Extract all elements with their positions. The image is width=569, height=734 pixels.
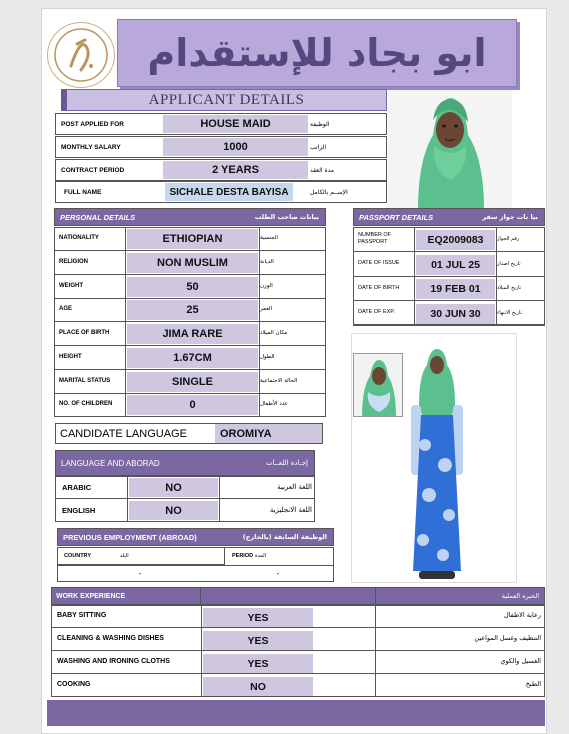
personal-value: 25 — [127, 300, 258, 320]
divider — [219, 476, 220, 499]
experience-label-ar: الغسيل والكوي — [500, 657, 541, 665]
footer-bar — [47, 700, 545, 726]
personal-details-title-ar: بيانات صاحب الطلب — [254, 213, 319, 221]
experience-value: NO — [203, 677, 313, 696]
divider — [125, 298, 126, 322]
personal-label-ar: الديانة — [260, 258, 274, 265]
experience-label: CLEANING & WASHING DISHES — [57, 634, 164, 642]
logo-emblem-icon — [51, 26, 111, 84]
section-title-bar — [61, 89, 387, 111]
passport-label: DATE OF BIRTH — [358, 284, 400, 291]
full-body-photo — [405, 345, 469, 581]
agency-banner — [117, 19, 517, 87]
divider — [127, 476, 128, 499]
personal-label-ar: الحالة الاجتماعية — [260, 377, 298, 384]
personal-label: RELIGION — [59, 258, 89, 265]
previous-employment-header — [57, 528, 334, 546]
divider — [125, 346, 126, 370]
personal-label: NO. OF CHILDREN — [59, 401, 113, 408]
divider — [125, 393, 126, 417]
divider — [127, 499, 128, 522]
contract-label-ar: مدة العقد — [310, 166, 334, 174]
languages-title-ar: إجـادة اللغــات — [265, 459, 308, 467]
fullname-label-ar: الإســم بالكامل — [310, 188, 348, 196]
fullname-value: SICHALE DESTA BAYISA — [165, 183, 293, 201]
country-label-ar: البلد — [120, 553, 129, 559]
passport-label-ar: تاريخ الميلاد — [497, 285, 522, 291]
personal-details-header — [54, 208, 326, 226]
personal-value: JIMA RARE — [127, 324, 258, 344]
contract-label: CONTRACT PERIOD — [61, 166, 125, 174]
experience-value: YES — [203, 654, 313, 673]
divider — [125, 370, 126, 394]
personal-details-title: PERSONAL DETAILS — [60, 212, 136, 222]
salary-label-ar: الراتب — [310, 143, 327, 151]
work-experience-title: WORK EXPERIENCE — [51, 587, 201, 605]
personal-label: WEIGHT — [59, 282, 83, 289]
personal-value: 1.67CM — [127, 348, 258, 368]
candidate-language-value: OROMIYA — [215, 424, 322, 443]
divider — [125, 251, 126, 275]
applicant-portrait-photo — [388, 90, 512, 210]
divider — [125, 275, 126, 299]
language-label-ar: اللغة العربية — [277, 483, 312, 491]
section-title: APPLICANT DETAILS — [148, 91, 305, 108]
divider — [414, 301, 415, 326]
passport-label: NUMBER OF PASSPORT — [358, 232, 391, 245]
personal-label: PLACE OF BIRTH — [59, 330, 110, 336]
language-value: NO — [129, 501, 218, 520]
personal-label: NATIONALITY — [59, 235, 99, 241]
personal-value: 0 — [127, 395, 258, 415]
personal-label: HEIGHT — [59, 353, 82, 360]
previous-employment-title-ar: الوظيفة السابقة (بالخارج) — [242, 533, 327, 541]
period-label: PERIOD — [232, 553, 254, 559]
passport-label-ar: رقم الجواز — [497, 236, 520, 242]
personal-label-ar: عدد الأطفال — [260, 401, 288, 408]
language-label-ar: اللغة الانجليزية — [269, 506, 312, 514]
personal-label-ar: الطول — [260, 353, 275, 360]
language-label: ENGLISH — [62, 505, 96, 515]
experience-label-ar: رعاية الاطفال — [503, 611, 541, 619]
work-experience-title-ar: الخبره العملية — [375, 587, 545, 605]
languages-header — [55, 450, 315, 476]
experience-value: YES — [203, 608, 313, 627]
passport-details-title: PASSPORT DETAILS — [359, 212, 434, 222]
passport-value: 30 JUN 30 — [416, 304, 495, 324]
period-value: - — [276, 569, 280, 578]
experience-label: WASHING AND IRONING CLOTHS — [57, 657, 170, 665]
passport-details-title-ar: بيا نات جواز سفر — [482, 213, 538, 221]
divider — [219, 499, 220, 522]
period-label-ar: المدة — [255, 553, 267, 559]
passport-value: EQ2009083 — [416, 230, 495, 250]
passport-label-ar: تاريخ اصدار — [497, 260, 521, 267]
country-label: COUNTRY — [64, 553, 91, 559]
contract-value: 2 YEARS — [163, 161, 308, 179]
divider — [125, 227, 126, 251]
personal-label-ar: الوزن — [260, 282, 273, 289]
agency-logo — [47, 22, 115, 88]
experience-label: BABY SITTING — [57, 611, 107, 619]
personal-label-ar: العمر — [260, 306, 273, 313]
divider — [414, 227, 415, 252]
passport-label: DATE OF EXP. — [358, 309, 395, 316]
agency-name: ابو بجاد للإستقدام — [147, 31, 487, 75]
experience-label-ar: التنظيف وغسل المواعين — [474, 634, 541, 642]
language-value: NO — [129, 478, 218, 497]
personal-value: ETHIOPIAN — [127, 229, 258, 249]
personal-value: SINGLE — [127, 372, 258, 392]
passport-details-header — [353, 208, 545, 226]
passport-label-ar: تاريخ الانتهاء — [497, 309, 522, 316]
divider — [414, 276, 415, 301]
divider — [201, 628, 202, 651]
languages-title: LANGUAGE AND ABORAD — [61, 458, 160, 468]
personal-value: 50 — [127, 277, 258, 297]
personal-value: NON MUSLIM — [127, 253, 258, 273]
post-label-ar: الوظيفة — [310, 120, 330, 128]
experience-label: COOKING — [57, 680, 91, 688]
fullname-label: FULL NAME — [64, 188, 102, 196]
divider — [201, 674, 202, 697]
personal-label: AGE — [59, 306, 73, 313]
salary-label: MONTHLY SALARY — [61, 143, 121, 151]
language-label: ARABIC — [62, 482, 92, 492]
country-value: - — [138, 569, 142, 578]
previous-employment-title: PREVIOUS EMPLOYMENT (ABROAD) — [63, 532, 197, 542]
personal-label: MARITAL STATUS — [59, 377, 111, 384]
experience-value: YES — [203, 631, 313, 650]
passport-value: 01 JUL 25 — [416, 255, 495, 275]
divider — [201, 651, 202, 674]
post-label: POST APPLIED FOR — [61, 120, 124, 128]
salary-value: 1000 — [163, 138, 308, 156]
passport-value: 19 FEB 01 — [416, 279, 495, 299]
experience-label-ar: الطبخ — [525, 680, 541, 688]
divider — [201, 605, 202, 628]
post-value: HOUSE MAID — [163, 115, 308, 133]
small-portrait-photo — [353, 353, 403, 417]
personal-label-ar: الجنسية — [260, 235, 278, 241]
personal-label-ar: مكان الميلاد — [260, 330, 288, 336]
candidate-language-label: CANDIDATE LANGUAGE — [60, 427, 187, 440]
divider — [125, 322, 126, 346]
divider — [414, 252, 415, 277]
passport-label: DATE OF ISSUE — [358, 260, 400, 267]
